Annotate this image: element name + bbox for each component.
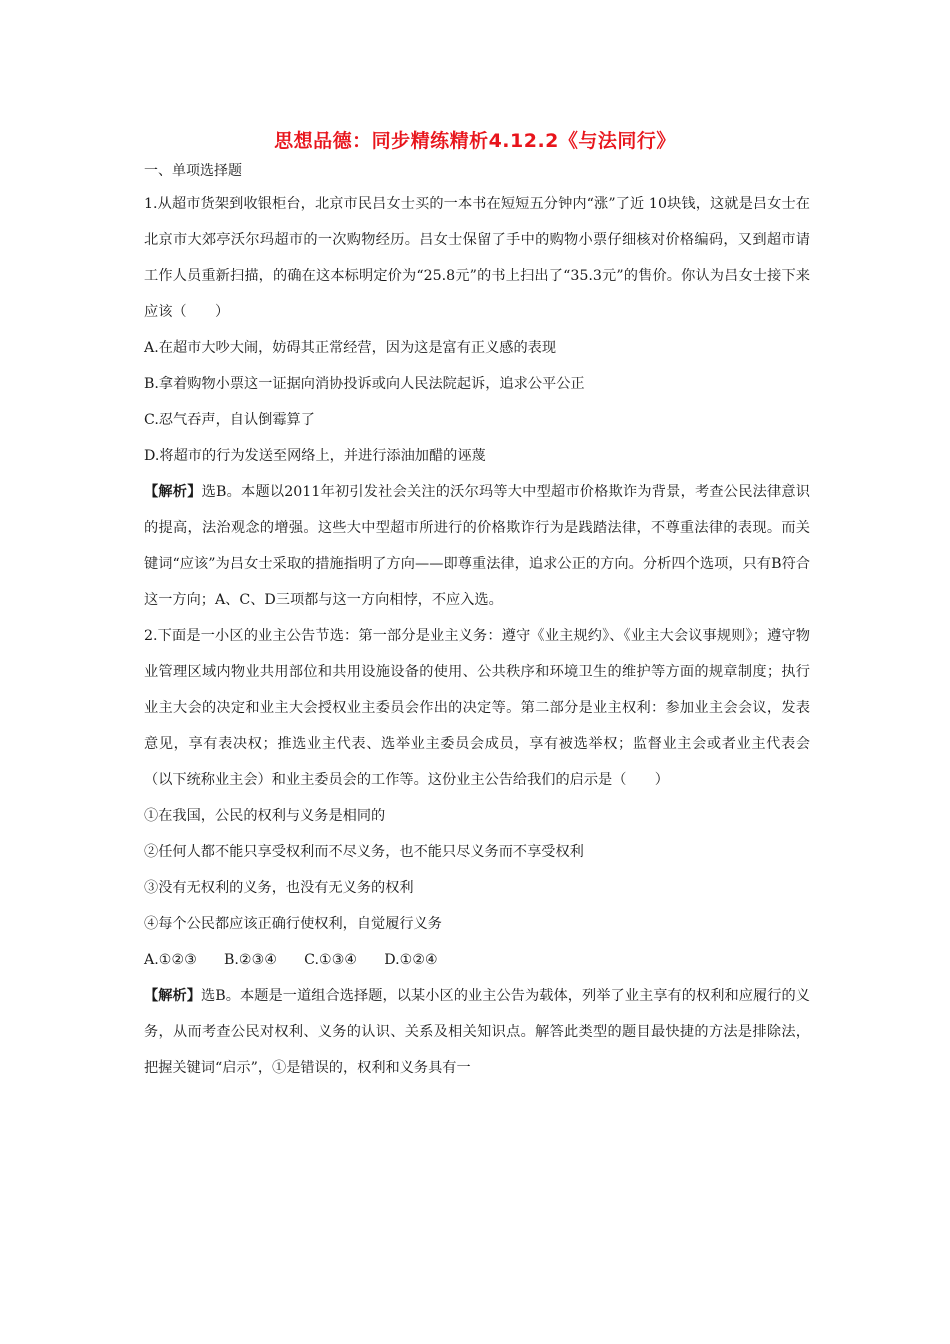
question-2-stem: 2.下面是一小区的业主公告节选：第一部分是业主义务：遵守《业主规约》、《业主大会议事规则》；遵守物业管理区域内物业共用部位和共用设施设备的使用、公共秩序和环境卫生的维护等方面的规章制度；执行业主大会的决定和业主大会授权业主委员会作出的决定等。第二部分是业主权利：参加业主会会议，发表意见，享有表决权；推选业主代表、选举业主委员会成员，享有被选举权；监督业主会或者业主代表会（以下统称业主会）和业主委员会的工作等。这份业主公告给我们的启示是（ ） <box>144 628 810 788</box>
analysis-label: 【解析】 <box>144 484 202 500</box>
analysis-label: 【解析】 <box>144 988 202 1004</box>
choice-a: A.①②③ <box>144 952 197 968</box>
question-1-option-c: C.忍气吞声，自认倒霉算了 <box>144 412 315 428</box>
question-1-option-b: B.拿着购物小票这一证据向消协投诉或向人民法院起诉，追求公平公正 <box>144 376 585 392</box>
choice-b: B.②③④ <box>223 952 278 968</box>
page-title: 思想品德：同步精练精析4.12.2《与法同行》 <box>274 130 676 152</box>
analysis-text: 选B。本题以2011年初引发社会关注的沃尔玛等大中型超市价格欺诈为背景，考查公民法律意识的提高，法治观念的增强。这些大中型超市所进行的价格欺诈行为是践踏法律，不尊重法律的表现。而关键词“应该”为吕女士采取的措施指明了方向——即尊重法律，追求公正的方向。分析四个选项，只有B符合这一方向；A、C、D三项都与这一方向相悖，不应入选。 <box>144 484 810 608</box>
document-body <box>144 186 810 1086</box>
question-2-statement-1: ①在我国，公民的权利与义务是相同的 <box>144 808 386 824</box>
choice-d: D.①②④ <box>384 952 438 968</box>
question-2-statement-2: ②任何人都不能只享受权利而不尽义务，也不能只尽义务而不享受权利 <box>144 844 584 860</box>
question-1-option-a: A.在超市大吵大闹，妨碍其正常经营，因为这是富有正义感的表现 <box>144 340 557 356</box>
analysis-text: 选B。本题是一道组合选择题，以某小区的业主公告为载体，列举了业主享有的权利和应履行的义务，从而考查公民对权利、义务的认识、关系及相关知识点。解答此类型的题目最快捷的方法是排除法，把握关键词“启示”，①是错误的，权利和义务具有一 <box>144 988 810 1076</box>
question-2-statement-3: ③没有无权利的义务，也没有无义务的权利 <box>144 880 414 896</box>
choice-c: C.①③④ <box>304 952 358 968</box>
question-1-option-d: D.将超市的行为发送至网络上，并进行添油加醋的诬蔑 <box>144 448 486 464</box>
question-2-analysis <box>144 978 810 1086</box>
question-1-stem: 1.从超市货架到收银柜台，北京市民吕女士买的一本书在短短五分钟内“涨”了近 10块钱，这就是吕女士在北京市大郊亭沃尔玛超市的一次购物经历。吕女士保留了手中的购物小票仔细核对价格编码，又到超市请工作人员重新扫描，的确在这本标明定价为“25.8元”的书上扫出了“35.3元”的售价。你认为吕女士接下来应该（ ） <box>144 196 810 320</box>
section-heading: 一、单项选择题 <box>144 163 242 179</box>
question-1-analysis <box>144 474 810 618</box>
question-2-choices <box>144 942 810 978</box>
question-2-statement-4: ④每个公民都应该正确行使权利，自觉履行义务 <box>144 916 442 932</box>
